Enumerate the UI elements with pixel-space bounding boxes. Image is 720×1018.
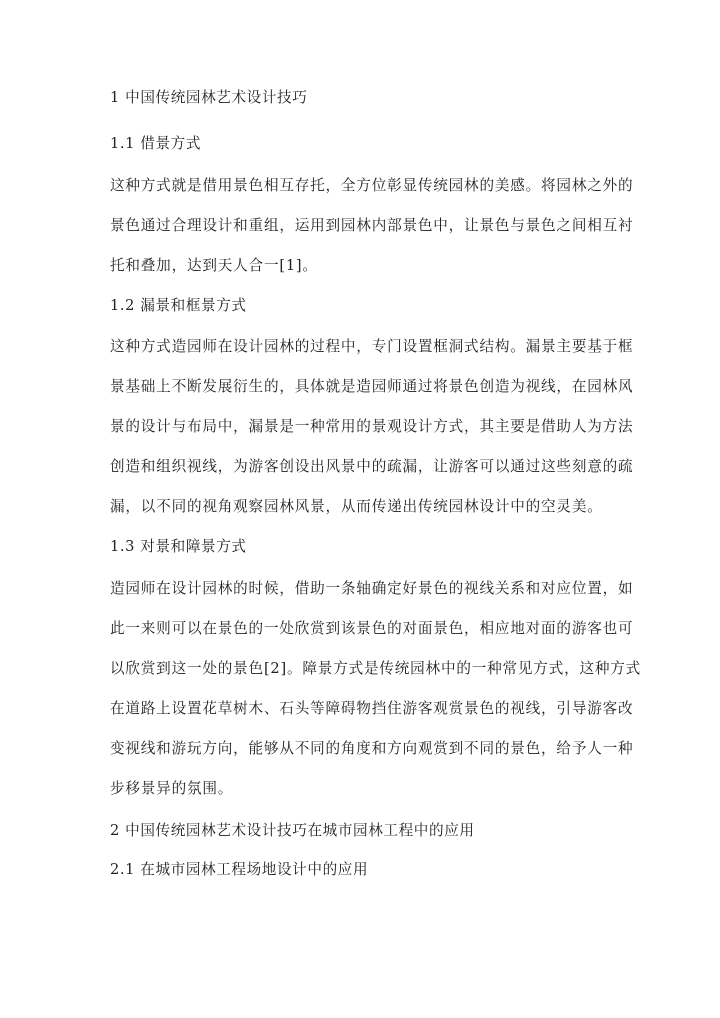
subsection-heading: 1.3 对景和障景方式 — [110, 538, 247, 555]
paragraph-line: 景基础上不断发展衍生的，具体就是造园师通过将景色创造为视线，在园林风 — [110, 378, 634, 395]
subsection-heading: 1.1 借景方式 — [110, 135, 202, 152]
paragraph-line: 这种方式就是借用景色相互存托，全方位彰显传统园林的美感。将园林之外的 — [110, 177, 634, 194]
paragraph-line: 以欣赏到这一处的景色[2]。障景方式是传统园林中的一种常见方式，这种方式 — [110, 660, 642, 677]
paragraph-line: 步移景异的氛围。 — [110, 780, 234, 797]
subsection-heading: 1.2 漏景和框景方式 — [110, 297, 247, 314]
paragraph-line: 托和叠加，达到天人合一[1]。 — [110, 257, 318, 274]
subsection-heading: 2.1 在城市园林工程场地设计中的应用 — [110, 861, 369, 878]
paragraph-line: 此一来则可以在景色的一处欣赏到该景色的对面景色，相应地对面的游客也可 — [110, 620, 634, 637]
paragraph-line: 在道路上设置花草树木、石头等障碍物挡住游客观赏景色的视线，引导游客改 — [110, 700, 634, 717]
section-heading: 1 中国传统园林艺术设计技巧 — [110, 89, 308, 106]
paragraph-line: 这种方式造园师在设计园林的过程中，专门设置框洞式结构。漏景主要基于框 — [110, 338, 634, 355]
paragraph-line: 变视线和游玩方向，能够从不同的角度和方向观赏到不同的景色，给予人一种 — [110, 740, 634, 757]
paragraph-line: 创造和组织视线，为游客创设出风景中的疏漏，让游客可以通过这些刻意的疏 — [110, 458, 634, 475]
paragraph-line: 漏，以不同的视角观察园林风景，从而传递出传统园林设计中的空灵美。 — [110, 498, 603, 515]
section-heading: 2 中国传统园林艺术设计技巧在城市园林工程中的应用 — [110, 822, 475, 839]
paragraph-line: 景的设计与布局中，漏景是一种常用的景观设计方式，其主要是借助人为方法 — [110, 418, 634, 435]
paragraph-line: 景色通过合理设计和重组，运用到园林内部景色中，让景色与景色之间相互衬 — [110, 217, 634, 234]
paragraph-line: 造园师在设计园林的时候，借助一条轴确定好景色的视线关系和对应位置，如 — [110, 580, 634, 597]
